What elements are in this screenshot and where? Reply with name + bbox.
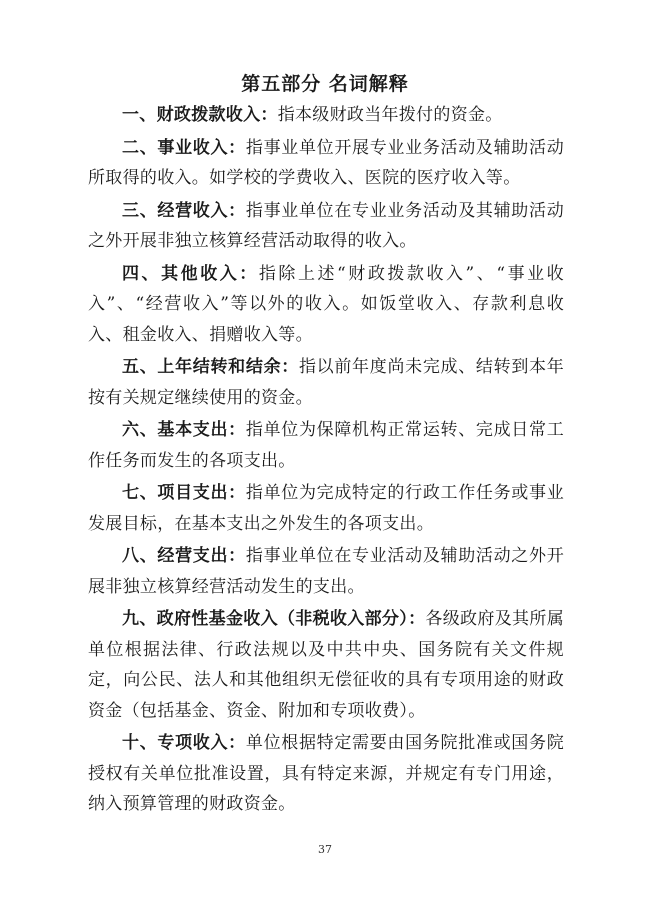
glossary-term: 六、基本支出： [122,420,246,440]
glossary-definition: 指单位为保障机构正常运转、完成日常工作任务而发生的各项支出。 [88,420,564,471]
glossary-term: 一、财政拨款收入： [122,105,278,125]
glossary-definition: 指事业单位在专业业务活动及其辅助活动之外开展非独立核算经营活动取得的收入。 [88,200,564,251]
glossary-term: 七、项目支出： [122,483,246,503]
glossary-term: 九、政府性基金收入（非税收入部分）： [122,609,426,629]
glossary-term: 三、经营收入： [122,200,246,221]
glossary-entry [88,604,564,726]
glossary-entry [88,478,564,539]
glossary-entry [88,541,564,602]
glossary-definition: 指本级财政当年拨付的资金。 [277,105,503,125]
page-number: 37 [318,843,332,856]
glossary-entry [88,100,564,131]
glossary-definition: 单位根据特定需要由国务院批准或国务院授权有关单位批准设置，具有特定来源，并规定有专门用途，纳入预算管理的财政资金。 [88,733,564,814]
glossary-entry [88,352,564,413]
glossary-entry [88,728,564,820]
glossary-entry [88,133,564,194]
glossary-term: 十、专项收入： [122,733,246,753]
glossary-term: 八、经营支出： [122,546,246,566]
glossary-term: 四、其他收入： [122,263,259,284]
glossary-term: 五、上年结转和结余： [122,357,299,377]
glossary-definition: 各级政府及其所属单位根据法律、行政法规以及中共中央、国务院有关文件规定，向公民、法人和其他组织无偿征收的具有专项用途的财政资金（包括基金、资金、附加和专项收费）。 [88,609,564,721]
page-title: 第五部分 名词解释 [241,73,409,95]
glossary-list [88,100,564,822]
glossary-definition: 指单位为完成特定的行政工作任务或事业发展目标，在基本支出之外发生的各项支出。 [88,483,564,534]
glossary-definition: 指事业单位开展专业业务活动及辅助活动所取得的收入。如学校的学费收入、医院的医疗收入等。 [88,137,564,188]
glossary-entry [88,415,564,476]
glossary-entry [88,196,564,257]
glossary-entry [88,259,564,351]
glossary-definition: 指事业单位在专业活动及辅助活动之外开展非独立核算经营活动发生的支出。 [88,546,564,597]
glossary-definition: 指除上述“财政拨款收入”、“事业收入”、“经营收入”等以外的收入。如饭堂收入、存款利息收入、租金收入、捐赠收入等。 [88,263,564,345]
glossary-definition: 指以前年度尚未完成、结转到本年按有关规定继续使用的资金。 [88,357,565,408]
glossary-term: 二、事业收入： [122,137,246,158]
